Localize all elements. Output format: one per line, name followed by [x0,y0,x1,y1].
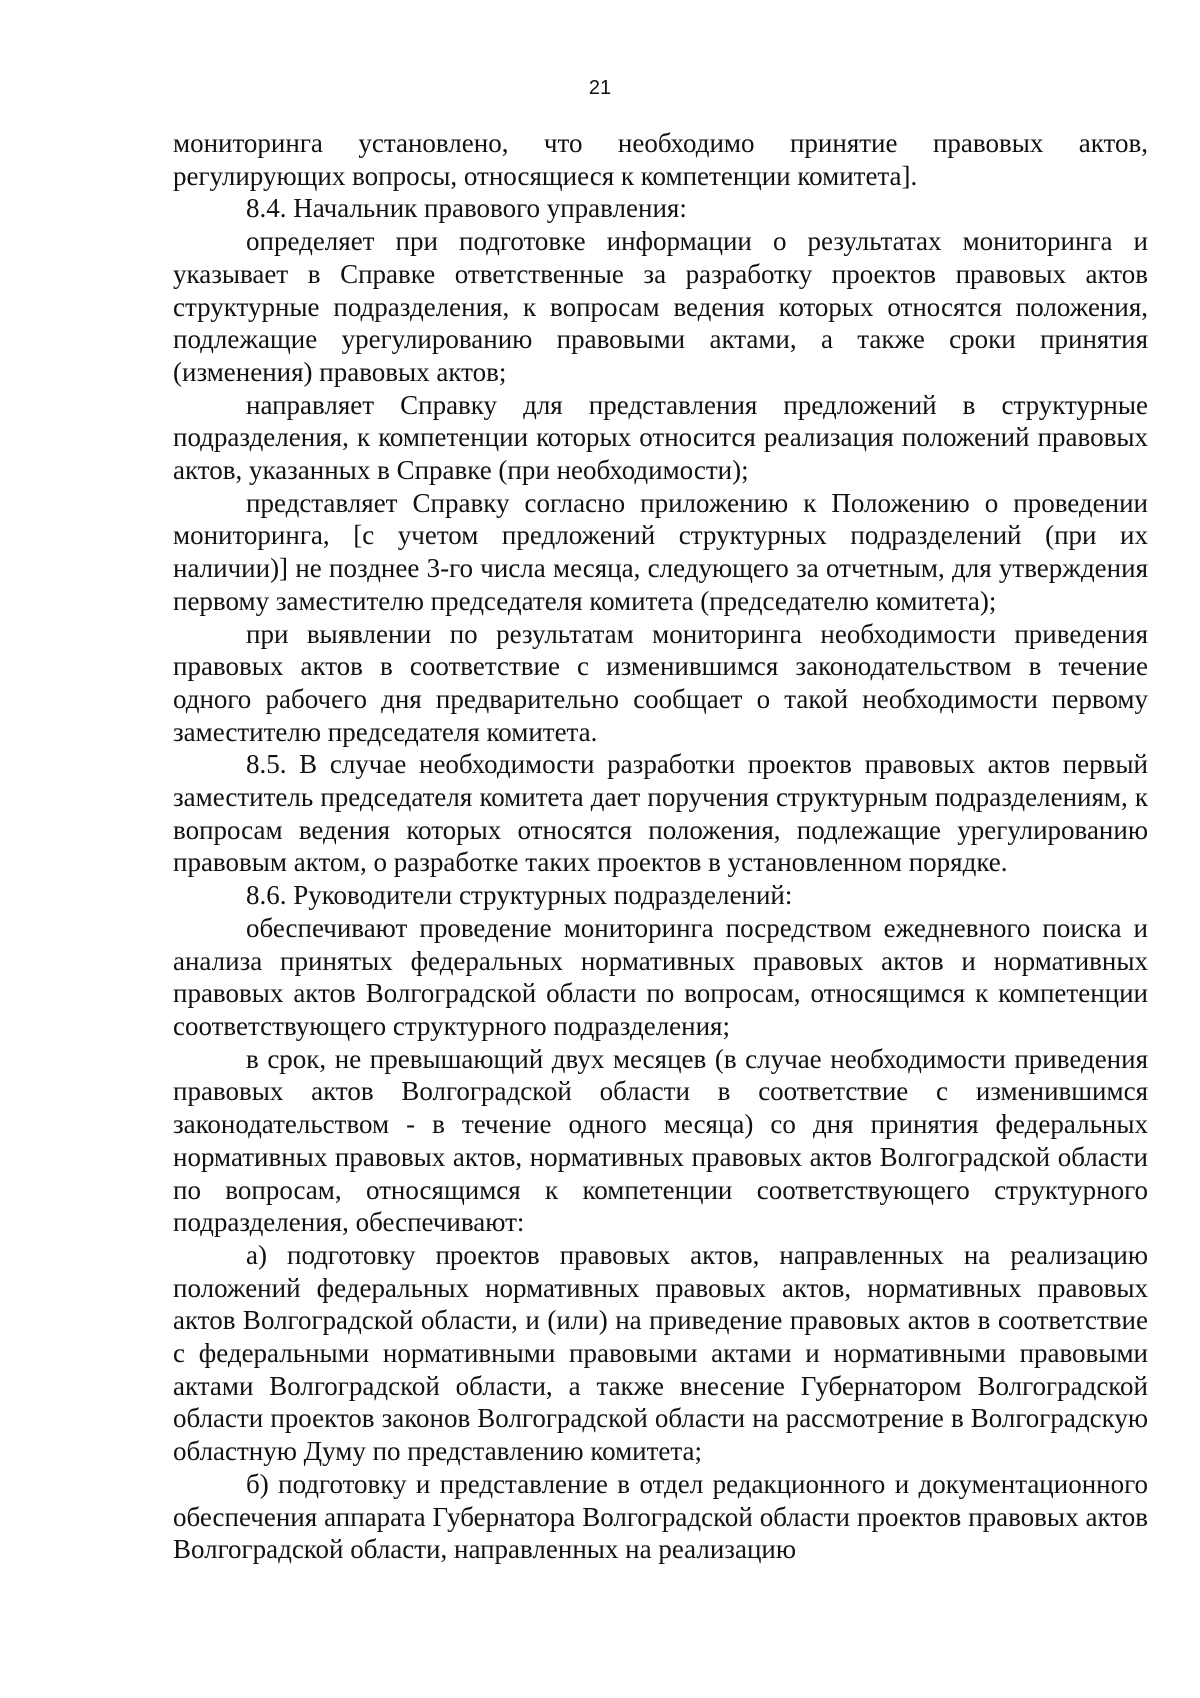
paragraph: представляет Справку согласно приложению к Положению о проведении мониторинга, [с учетом предложений структурных подразделений (при их наличии)] не позднее 3-го числа месяца, следующего за отчетным, для утверждения первому заместителю председателя комитета (председателю комитета); [173,487,1148,616]
paragraph: определяет при подготовке информации о результатах мониторинга и указывает в Справке ответственные за разработку проектов правовых актов структурные подразделения, к вопросам ведения которых относятся положения, подлежащие урегулированию правовыми актами, а также сроки принятия (изменения) правовых актов; [173,226,1148,387]
paragraph: 8.6. Руководители структурных подразделений: [246,880,793,911]
paragraph: 8.5. В случае необходимости разработки проектов правовых актов первый заместитель председателя комитета дает поручения структурным подразделениям, к вопросам ведения которых относятся положения, подлежащие урегулированию правовым актом, о разработке таких проектов в установленном порядке. [173,749,1148,878]
paragraph: при выявлении по результатам мониторинга необходимости приведения правовых актов в соответствие с изменившимся законодательством в течение одного рабочего дня предварительно сообщает о такой необходимости первому заместителю председателя комитета. [173,618,1148,747]
paragraph: направляет Справку для представления предложений в структурные подразделения, к компетенции которых относится реализация положений правовых актов, указанных в Справке (при необходимости); [173,389,1148,486]
paragraph: обеспечивают проведение мониторинга посредством ежедневного поиска и анализа принятых федеральных нормативных правовых актов и нормативных правовых актов Волгоградской области по вопросам, относящимся к компетенции соответствующего структурного подразделения; [173,912,1148,1041]
paragraph: б) подготовку и представление в отдел редакционного и документационного обеспечения аппарата Губернатора Волгоградской области проектов правовых актов Волгоградской области, направленных на реализацию [173,1468,1148,1565]
page-number: 21 [588,77,612,99]
paragraph: в срок, не превышающий двух месяцев (в случае необходимости приведения правовых актов Волгоградской области в соответствие с изменившимся законодательством - в течение одного месяца) со дня принятия федеральных нормативных правовых актов, нормативных правовых актов Волгоградской области по вопросам, относящимся к компетенции соответствующего структурного подразделения, обеспечивают: [173,1043,1148,1238]
document-body [173,127,1148,1566]
paragraph: а) подготовку проектов правовых актов, направленных на реализацию положений федеральных нормативных правовых актов, нормативных правовых актов Волгоградской области, и (или) на приведение правовых актов в соответствие с федеральными нормативными правовыми актами и нормативными правовыми актами Волгоградской области, а также внесение Губернатором Волгоградской области проектов законов Волгоградской области на рассмотрение в Волгоградскую областную Думу по представлению комитета; [173,1239,1148,1467]
paragraph: мониторинга установлено, что необходимо принятие правовых актов, регулирующих вопросы, относящиеся к компетенции комитета]. [173,128,1148,191]
paragraph: 8.4. Начальник правового управления: [246,193,687,224]
